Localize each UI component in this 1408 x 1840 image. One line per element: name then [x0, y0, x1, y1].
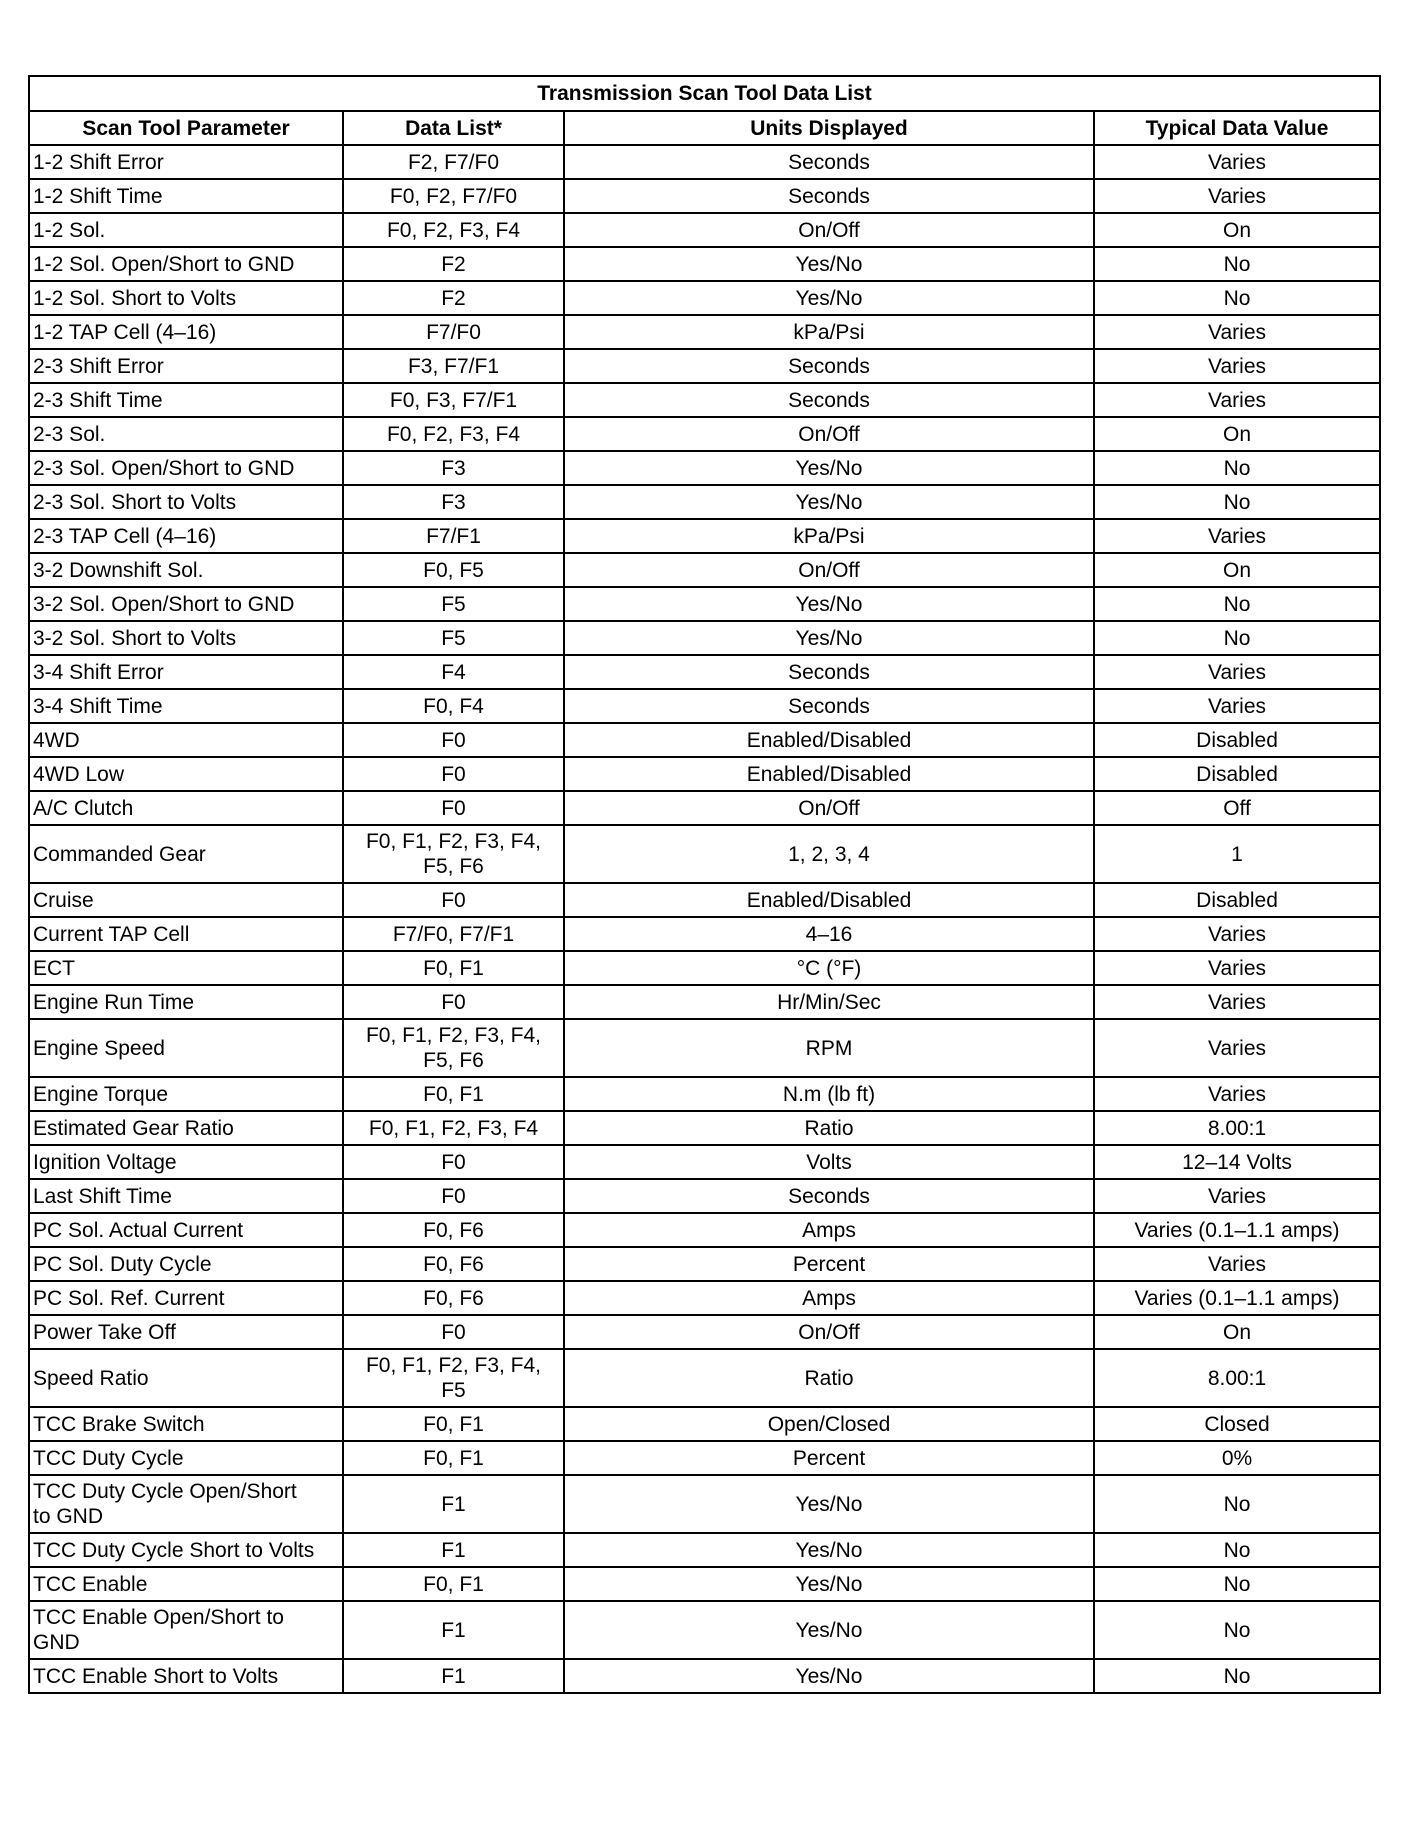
header-typical-data-value: Typical Data Value: [1094, 111, 1380, 145]
typical-value-cell: Varies: [1094, 145, 1380, 179]
typical-value-cell: Varies: [1094, 985, 1380, 1019]
parameter-cell: 2-3 Sol. Short to Volts: [29, 485, 343, 519]
units-cell: 1, 2, 3, 4: [564, 825, 1094, 883]
parameter-cell: PC Sol. Duty Cycle: [29, 1247, 343, 1281]
parameter-cell: 4WD Low: [29, 757, 343, 791]
units-cell: On/Off: [564, 553, 1094, 587]
typical-value-cell: No: [1094, 1659, 1380, 1693]
data-list-cell: F7/F1: [343, 519, 564, 553]
typical-value-cell: No: [1094, 485, 1380, 519]
parameter-cell: Power Take Off: [29, 1315, 343, 1349]
typical-value-cell: No: [1094, 1601, 1380, 1659]
table-row: [29, 1247, 1380, 1281]
units-cell: Enabled/Disabled: [564, 757, 1094, 791]
typical-value-cell: No: [1094, 451, 1380, 485]
parameter-cell: Engine Speed: [29, 1019, 343, 1077]
table-title-row: [29, 76, 1380, 111]
units-cell: Yes/No: [564, 247, 1094, 281]
parameter-cell: 4WD: [29, 723, 343, 757]
data-list-cell: F0, F2, F3, F4: [343, 213, 564, 247]
units-cell: Hr/Min/Sec: [564, 985, 1094, 1019]
typical-value-cell: Varies: [1094, 349, 1380, 383]
data-list-cell: F1: [343, 1601, 564, 1659]
units-cell: Seconds: [564, 349, 1094, 383]
units-cell: Seconds: [564, 383, 1094, 417]
units-cell: Yes/No: [564, 281, 1094, 315]
data-list-cell: F0, F1: [343, 1077, 564, 1111]
units-cell: Amps: [564, 1281, 1094, 1315]
table-row: [29, 1179, 1380, 1213]
units-cell: Seconds: [564, 689, 1094, 723]
data-list-cell: F1: [343, 1533, 564, 1567]
table-row: [29, 985, 1380, 1019]
table-row: [29, 723, 1380, 757]
typical-value-cell: 8.00:1: [1094, 1111, 1380, 1145]
parameter-cell: 3-2 Downshift Sol.: [29, 553, 343, 587]
typical-value-cell: Varies: [1094, 179, 1380, 213]
parameter-cell: ECT: [29, 951, 343, 985]
units-cell: RPM: [564, 1019, 1094, 1077]
units-cell: Yes/No: [564, 485, 1094, 519]
table-row: [29, 1475, 1380, 1533]
typical-value-cell: 0%: [1094, 1441, 1380, 1475]
typical-value-cell: On: [1094, 553, 1380, 587]
table-row: [29, 1601, 1380, 1659]
typical-value-cell: Varies: [1094, 1077, 1380, 1111]
table-row: [29, 655, 1380, 689]
parameter-cell: TCC Enable Short to Volts: [29, 1659, 343, 1693]
data-list-cell: F0: [343, 883, 564, 917]
units-cell: On/Off: [564, 417, 1094, 451]
typical-value-cell: Varies: [1094, 519, 1380, 553]
units-cell: °C (°F): [564, 951, 1094, 985]
table-row: [29, 883, 1380, 917]
parameter-cell: Engine Run Time: [29, 985, 343, 1019]
units-cell: Ratio: [564, 1349, 1094, 1407]
data-list-cell: F0, F6: [343, 1247, 564, 1281]
table-row: [29, 825, 1380, 883]
data-list-cell: F0: [343, 1315, 564, 1349]
parameter-cell: Last Shift Time: [29, 1179, 343, 1213]
table-body: [29, 145, 1380, 1693]
parameter-cell: Ignition Voltage: [29, 1145, 343, 1179]
parameter-cell: 3-4 Shift Time: [29, 689, 343, 723]
typical-value-cell: No: [1094, 1533, 1380, 1567]
typical-value-cell: Varies: [1094, 1019, 1380, 1077]
data-list-cell: F0, F1, F2, F3, F4, F5, F6: [343, 1019, 564, 1077]
scan-tool-data-table: [28, 75, 1381, 1694]
parameter-cell: 2-3 TAP Cell (4–16): [29, 519, 343, 553]
data-list-cell: F1: [343, 1475, 564, 1533]
data-list-cell: F7/F0, F7/F1: [343, 917, 564, 951]
parameter-cell: 2-3 Sol.: [29, 417, 343, 451]
units-cell: kPa/Psi: [564, 315, 1094, 349]
parameter-cell: TCC Enable Open/Short to GND: [29, 1601, 343, 1659]
parameter-cell: 2-3 Shift Error: [29, 349, 343, 383]
table-row: [29, 179, 1380, 213]
typical-value-cell: On: [1094, 417, 1380, 451]
typical-value-cell: 8.00:1: [1094, 1349, 1380, 1407]
data-list-cell: F2: [343, 281, 564, 315]
header-units-displayed: Units Displayed: [564, 111, 1094, 145]
table-row: [29, 917, 1380, 951]
data-list-cell: F0, F5: [343, 553, 564, 587]
units-cell: Percent: [564, 1247, 1094, 1281]
typical-value-cell: Varies (0.1–1.1 amps): [1094, 1213, 1380, 1247]
table-row: [29, 1349, 1380, 1407]
data-list-cell: F0, F6: [343, 1281, 564, 1315]
typical-value-cell: On: [1094, 213, 1380, 247]
typical-value-cell: No: [1094, 621, 1380, 655]
table-row: [29, 485, 1380, 519]
parameter-cell: TCC Enable: [29, 1567, 343, 1601]
data-list-cell: F0, F4: [343, 689, 564, 723]
typical-value-cell: Varies (0.1–1.1 amps): [1094, 1281, 1380, 1315]
data-list-cell: F5: [343, 587, 564, 621]
typical-value-cell: Closed: [1094, 1407, 1380, 1441]
units-cell: On/Off: [564, 213, 1094, 247]
units-cell: Percent: [564, 1441, 1094, 1475]
data-list-cell: F7/F0: [343, 315, 564, 349]
data-list-cell: F0, F2, F7/F0: [343, 179, 564, 213]
units-cell: kPa/Psi: [564, 519, 1094, 553]
typical-value-cell: No: [1094, 1475, 1380, 1533]
table-row: [29, 1441, 1380, 1475]
units-cell: N.m (lb ft): [564, 1077, 1094, 1111]
table-row: [29, 951, 1380, 985]
parameter-cell: 1-2 Sol. Short to Volts: [29, 281, 343, 315]
table-row: [29, 1145, 1380, 1179]
typical-value-cell: No: [1094, 281, 1380, 315]
units-cell: Yes/No: [564, 451, 1094, 485]
parameter-cell: TCC Duty Cycle Open/Short to GND: [29, 1475, 343, 1533]
units-cell: Seconds: [564, 179, 1094, 213]
data-list-cell: F0: [343, 723, 564, 757]
units-cell: Yes/No: [564, 1475, 1094, 1533]
typical-value-cell: Varies: [1094, 655, 1380, 689]
table-row: [29, 1567, 1380, 1601]
typical-value-cell: 1: [1094, 825, 1380, 883]
typical-value-cell: Varies: [1094, 1247, 1380, 1281]
table-row: [29, 417, 1380, 451]
typical-value-cell: Varies: [1094, 1179, 1380, 1213]
typical-value-cell: Varies: [1094, 917, 1380, 951]
typical-value-cell: Disabled: [1094, 723, 1380, 757]
parameter-cell: TCC Duty Cycle: [29, 1441, 343, 1475]
table-row: [29, 145, 1380, 179]
table-title: Transmission Scan Tool Data List: [29, 76, 1380, 111]
data-list-cell: F2, F7/F0: [343, 145, 564, 179]
parameter-cell: 3-2 Sol. Short to Volts: [29, 621, 343, 655]
data-list-cell: F0, F1: [343, 1407, 564, 1441]
units-cell: 4–16: [564, 917, 1094, 951]
data-list-cell: F0, F1, F2, F3, F4, F5, F6: [343, 825, 564, 883]
units-cell: On/Off: [564, 791, 1094, 825]
table-row: [29, 1407, 1380, 1441]
units-cell: Open/Closed: [564, 1407, 1094, 1441]
data-list-cell: F0: [343, 1179, 564, 1213]
table-row: [29, 1111, 1380, 1145]
data-list-cell: F3, F7/F1: [343, 349, 564, 383]
parameter-cell: 3-4 Shift Error: [29, 655, 343, 689]
table-row: [29, 519, 1380, 553]
table-row: [29, 451, 1380, 485]
data-list-cell: F0: [343, 985, 564, 1019]
table-row: [29, 587, 1380, 621]
parameter-cell: 1-2 Sol. Open/Short to GND: [29, 247, 343, 281]
units-cell: Volts: [564, 1145, 1094, 1179]
data-list-cell: F0, F1, F2, F3, F4: [343, 1111, 564, 1145]
parameter-cell: 3-2 Sol. Open/Short to GND: [29, 587, 343, 621]
scan-tool-data-table-container: [28, 75, 1379, 1694]
parameter-cell: Speed Ratio: [29, 1349, 343, 1407]
parameter-cell: 2-3 Shift Time: [29, 383, 343, 417]
units-cell: On/Off: [564, 1315, 1094, 1349]
table-row: [29, 791, 1380, 825]
parameter-cell: 2-3 Sol. Open/Short to GND: [29, 451, 343, 485]
table-row: [29, 1077, 1380, 1111]
typical-value-cell: Varies: [1094, 315, 1380, 349]
data-list-cell: F0, F1, F2, F3, F4, F5: [343, 1349, 564, 1407]
parameter-cell: TCC Brake Switch: [29, 1407, 343, 1441]
table-row: [29, 281, 1380, 315]
typical-value-cell: No: [1094, 247, 1380, 281]
parameter-cell: 1-2 Shift Time: [29, 179, 343, 213]
data-list-cell: F3: [343, 451, 564, 485]
data-list-cell: F0, F2, F3, F4: [343, 417, 564, 451]
units-cell: Yes/No: [564, 621, 1094, 655]
units-cell: Enabled/Disabled: [564, 883, 1094, 917]
units-cell: Yes/No: [564, 1533, 1094, 1567]
data-list-cell: F3: [343, 485, 564, 519]
typical-value-cell: No: [1094, 587, 1380, 621]
data-list-cell: F0: [343, 1145, 564, 1179]
table-row: [29, 689, 1380, 723]
typical-value-cell: Off: [1094, 791, 1380, 825]
table-row: [29, 1281, 1380, 1315]
parameter-cell: Engine Torque: [29, 1077, 343, 1111]
typical-value-cell: Disabled: [1094, 757, 1380, 791]
data-list-cell: F0, F3, F7/F1: [343, 383, 564, 417]
units-cell: Seconds: [564, 1179, 1094, 1213]
units-cell: Ratio: [564, 1111, 1094, 1145]
data-list-cell: F0: [343, 791, 564, 825]
table-row: [29, 349, 1380, 383]
parameter-cell: A/C Clutch: [29, 791, 343, 825]
table-header-row: [29, 111, 1380, 145]
parameter-cell: Estimated Gear Ratio: [29, 1111, 343, 1145]
parameter-cell: Cruise: [29, 883, 343, 917]
parameter-cell: 1-2 Sol.: [29, 213, 343, 247]
data-list-cell: F4: [343, 655, 564, 689]
data-list-cell: F0, F1: [343, 1567, 564, 1601]
data-list-cell: F0, F1: [343, 1441, 564, 1475]
typical-value-cell: On: [1094, 1315, 1380, 1349]
units-cell: Yes/No: [564, 1567, 1094, 1601]
units-cell: Enabled/Disabled: [564, 723, 1094, 757]
typical-value-cell: Disabled: [1094, 883, 1380, 917]
table-row: [29, 247, 1380, 281]
parameter-cell: Current TAP Cell: [29, 917, 343, 951]
typical-value-cell: Varies: [1094, 689, 1380, 723]
data-list-cell: F0: [343, 757, 564, 791]
parameter-cell: Commanded Gear: [29, 825, 343, 883]
data-list-cell: F0, F1: [343, 951, 564, 985]
header-scan-tool-parameter: Scan Tool Parameter: [29, 111, 343, 145]
table-row: [29, 213, 1380, 247]
units-cell: Seconds: [564, 655, 1094, 689]
typical-value-cell: Varies: [1094, 951, 1380, 985]
typical-value-cell: Varies: [1094, 383, 1380, 417]
units-cell: Seconds: [564, 145, 1094, 179]
parameter-cell: PC Sol. Ref. Current: [29, 1281, 343, 1315]
units-cell: Yes/No: [564, 587, 1094, 621]
parameter-cell: TCC Duty Cycle Short to Volts: [29, 1533, 343, 1567]
typical-value-cell: 12–14 Volts: [1094, 1145, 1380, 1179]
table-row: [29, 1019, 1380, 1077]
table-row: [29, 553, 1380, 587]
table-row: [29, 621, 1380, 655]
parameter-cell: PC Sol. Actual Current: [29, 1213, 343, 1247]
table-row: [29, 315, 1380, 349]
table-row: [29, 1213, 1380, 1247]
parameter-cell: 1-2 Shift Error: [29, 145, 343, 179]
table-row: [29, 383, 1380, 417]
data-list-cell: F5: [343, 621, 564, 655]
table-row: [29, 757, 1380, 791]
table-row: [29, 1659, 1380, 1693]
units-cell: Yes/No: [564, 1659, 1094, 1693]
units-cell: Yes/No: [564, 1601, 1094, 1659]
units-cell: Amps: [564, 1213, 1094, 1247]
parameter-cell: 1-2 TAP Cell (4–16): [29, 315, 343, 349]
data-list-cell: F2: [343, 247, 564, 281]
data-list-cell: F1: [343, 1659, 564, 1693]
table-row: [29, 1315, 1380, 1349]
typical-value-cell: No: [1094, 1567, 1380, 1601]
table-row: [29, 1533, 1380, 1567]
data-list-cell: F0, F6: [343, 1213, 564, 1247]
header-data-list: Data List*: [343, 111, 564, 145]
